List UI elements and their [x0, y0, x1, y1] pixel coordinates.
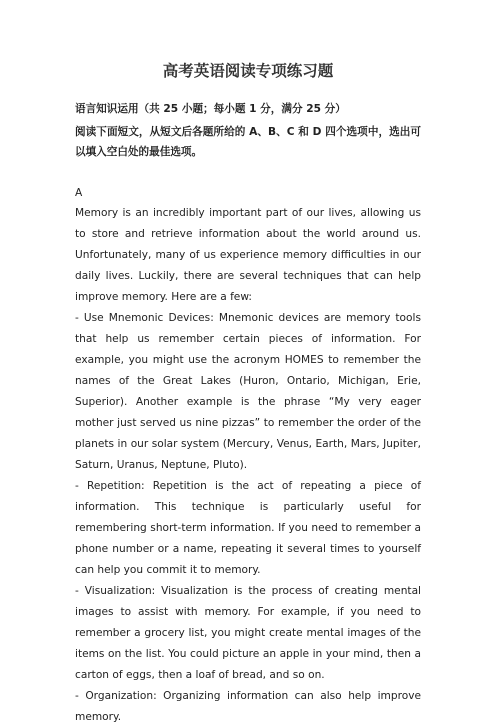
passage-body: [75, 203, 421, 728]
instructions-text: 阅读下面短文，从短文后各题所给的 A、B、C 和 D 四个选项中，选出可以填入空白处的最佳选项。: [75, 126, 421, 158]
passage-paragraph-organization: - Organization: Organizing information can also help improve memory.: [75, 690, 421, 723]
passage-label: A: [75, 187, 83, 199]
section-heading: 语言知识运用（共 25 小题；每小题 1 分，满分 25 分）: [75, 103, 346, 115]
passage-paragraph-visualization: - Visualization: Visualization is the process of creating mental images to assist with memory. For example, if you need to remember a grocery list, you might create mental images of the items on the list. You could picture an apple in your mind, then a carton of eggs, then a loaf of bread, and so on.: [75, 585, 421, 681]
document-title: 高考英语阅读专项练习题: [162, 61, 334, 80]
passage-paragraph-mnemonic: - Use Mnemonic Devices: Mnemonic devices are memory tools that help us remember certain pieces of information. For example, you might use the acronym HOMES to remember the names of the Great Lakes (Huron, Ontario, Michigan, Erie, Superior). Another example is the phrase “My very eager mother just served us nine pizzas” to remember the order of the planets in our solar system (Mercury, Venus, Earth, Mars, Jupiter, Saturn, Uranus, Neptune, Pluto).: [75, 312, 421, 471]
passage-paragraph-intro: Memory is an incredibly important part of our lives, allowing us to store and retrieve information about the world around us. Unfortunately, many of us experience memory difficulties in our daily lives. Luckily, there are several techniques that can help improve memory. Here are a few:: [75, 207, 421, 303]
passage-paragraph-repetition: - Repetition: Repetition is the act of repeating a piece of information. This technique is particularly useful for remembering short-term information. If you need to remember a phone number or a name, repeating it several times to yourself can help you commit it to memory.: [75, 480, 421, 576]
